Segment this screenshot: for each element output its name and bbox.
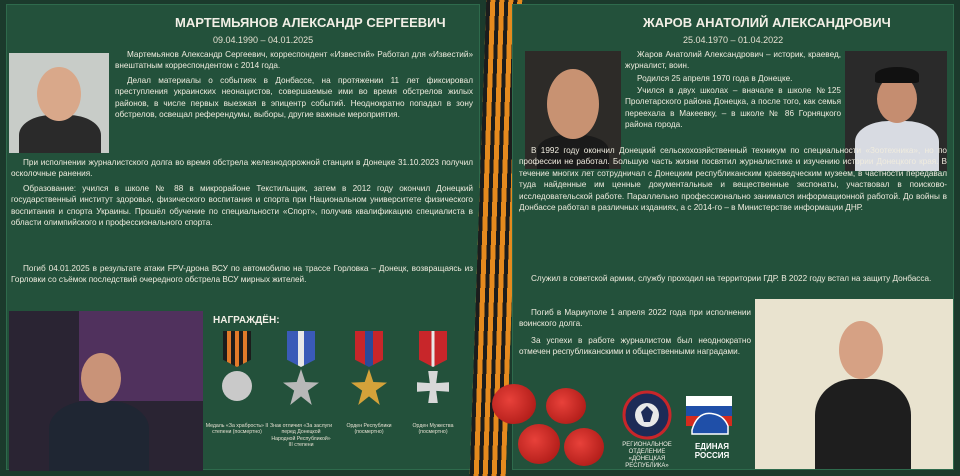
order-of-courage: [411, 331, 455, 421]
left-dates: 09.04.1990 – 04.01.2025: [213, 35, 314, 45]
right-para-3: Учился в двух школах – вначале в школе №125 Пролетарского района Донецка, а после того, как семья переехала в Макеевку, – в школе № 86 Горняцкого района города.: [625, 86, 841, 130]
left-memorial-panel: [6, 4, 480, 470]
left-para-1: Мартемьянов Александр Сергеевич, корреспондент «Известий» Работал для «Известий» внештатным корреспондентом с 2014 года.: [115, 50, 473, 71]
award-caption-4: Орден Мужества (посмертно): [412, 423, 454, 436]
regional-branch-emblem-icon: [622, 390, 672, 440]
left-para-5: Погиб 04.01.2025 в результате атаки FPV-дрона ВСУ по автомобилю на трассе Горловка – Донецк, возвращаясь из Горловки со съёмок последствий очередного обстрела ВСУ мирных жителей.: [11, 264, 473, 285]
right-para-2: Родился 25 апреля 1970 года в Донецке.: [637, 74, 793, 83]
red-carnations: [470, 378, 620, 476]
left-para-2: Делал материалы о событиях в Донбассе, на протяжении 11 лет фиксировал преступления украинских неонацистов, совершаемые ими во время обстрелов жилых районов, в числе первых выезжая в эпицентр событий. Неоднократно попадал в зону обстрелов, освещал референдумы, выборы, другие важные мероприятия.: [115, 76, 473, 120]
right-para-4: В 1992 году окончил Донецкий сельскохозяйственный техникум по специальности «Зоотехника», но по профессии не работал. Большую часть жизни посвятил журналистике и изучению истории Донецкого края. В течение многих лет сотрудничал с Донецким республиканским краеведческим музеем, в частности передавал туда найденные им ценные документальные и вещественные экспонаты, участвовал в поисково-исследовательской работе. Параллельно профессионально занимался информационной работой. До войны в Донбассе работал в различных изданиях, а с 2014-го – в Министерстве информации ДНР.: [519, 146, 947, 213]
left-para-4: Образование: учился в школе № 88 в микрорайоне Текстильщик, затем в 2012 году окончил Донецкий государственный институт здоровья, физического воспитания и спорта при Национальном университете физического воспитания и спорта Украины. Прошёл обучение по специальности «Спорт», получив квалификацию специалиста в области олимпийского и профессионального спорта.: [11, 184, 473, 228]
badge-merit-dnr: [279, 331, 323, 421]
united-russia-bear-icon: [684, 390, 734, 440]
left-bottom-photo: [9, 311, 203, 471]
right-para-1: Жаров Анатолий Александрович – историк, краевед, журналист, воин.: [625, 50, 841, 71]
right-para-6: Погиб в Мариуполе 1 апреля 2022 года при исполнении воинского долга.: [519, 308, 751, 329]
award-caption-1: Медаль «За храбрость» II степени (посмертно): [205, 423, 269, 436]
order-of-republic: [347, 331, 391, 421]
right-bottom-photo: [755, 299, 953, 469]
medal-for-bravery: [215, 331, 259, 421]
united-russia-caption: ЕДИНАЯ РОССИЯ: [694, 442, 730, 460]
awards-title: НАГРАЖДЁН:: [213, 315, 280, 326]
award-caption-3: Орден Республики (посмертно): [346, 423, 392, 436]
right-name-title: ЖАРОВ АНАТОЛИЙ АЛЕКСАНДРОВИЧ: [643, 15, 891, 30]
left-name-title: МАРТЕМЬЯНОВ АЛЕКСАНДР СЕРГЕЕВИЧ: [175, 15, 446, 30]
right-para-7: За успехи в работе журналистом был неоднократно отмечен республиканскими и общественными наградами.: [519, 336, 751, 357]
award-caption-2: Знак отличия «За заслуги перед Донецкой Народной Республикой» III степени: [269, 423, 332, 449]
left-para-3: При исполнении журналистского долга во время обстрела железнодорожной станции в Донецке 31.10.2023 получил осколочные ранения.: [11, 158, 473, 179]
left-portrait-photo: [9, 53, 109, 153]
right-dates: 25.04.1970 – 01.04.2022: [683, 35, 784, 45]
right-para-5: Служил в советской армии, службу проходил на территории ГДР. В 2022 году встал на защиту Донбасса.: [531, 274, 932, 283]
regional-branch-caption: РЕГИОНАЛЬНОЕ ОТДЕЛЕНИЕ «ДОНЕЦКАЯ РЕСПУБЛИКА»: [622, 442, 672, 469]
